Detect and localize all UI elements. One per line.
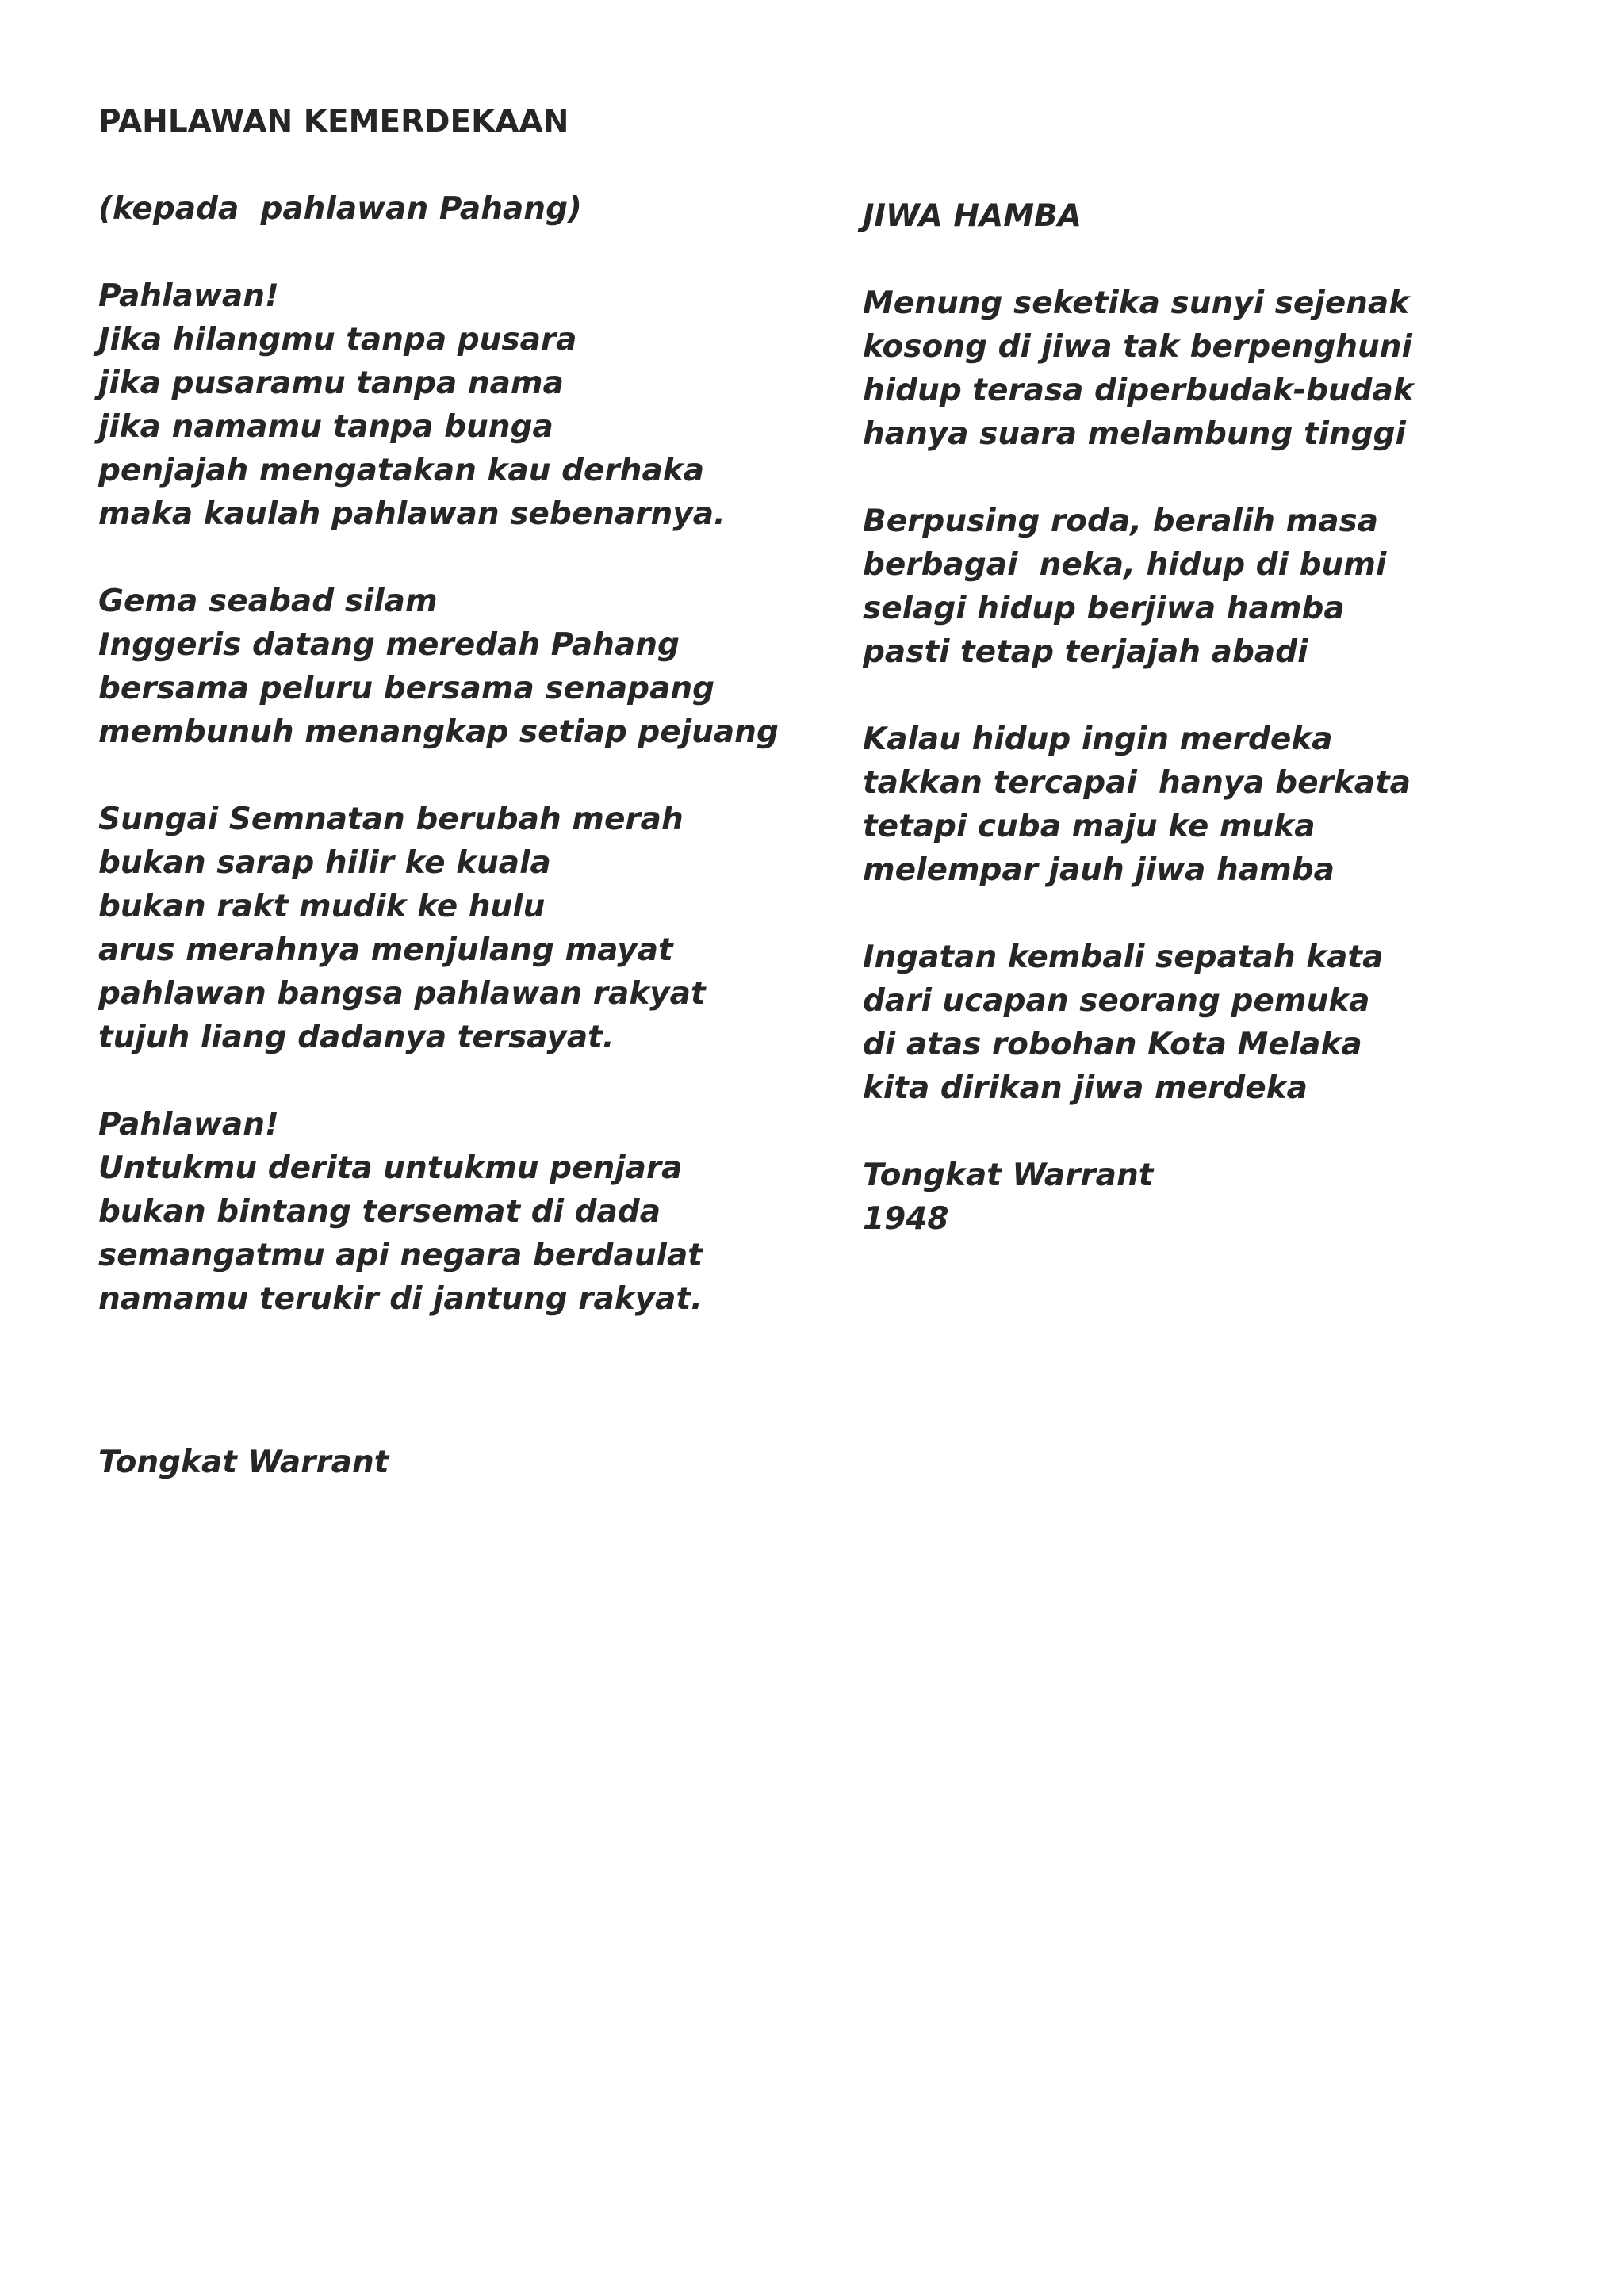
poem-line: bukan rakt mudik ke hulu (98, 889, 546, 924)
spacer (98, 144, 780, 187)
stanza-1 (98, 274, 780, 536)
poem-line: arus merahnya menjulang mayat (98, 932, 673, 968)
poem-line: pasti tetap terjajah abadi (863, 634, 1308, 670)
poem-line: hanya suara melambung tinggi (863, 416, 1406, 452)
poem-line: Pahlawan! (98, 278, 279, 314)
poem-line: pahlawan bangsa pahlawan rakyat (98, 976, 706, 1012)
spacer (863, 674, 1561, 718)
spacer (863, 1110, 1561, 1154)
poem-line: Gema seabad silam (98, 584, 438, 619)
poem-line: tetapi cuba maju ke muka (863, 809, 1316, 844)
poem-line: takkan tercapai hanya berkata (863, 765, 1411, 801)
spacer (98, 754, 780, 798)
stanza-3 (98, 798, 780, 1059)
poem-line: melempar jauh jiwa hamba (863, 852, 1335, 888)
poem-line: jika namamu tanpa bunga (98, 409, 553, 445)
poem-line: dari ucapan seorang pemuka (863, 983, 1370, 1019)
poem-year: 1948 (863, 1201, 949, 1237)
spacer (863, 892, 1561, 936)
spacer (98, 1059, 780, 1103)
poem-jiwa-hamba (863, 194, 1561, 1241)
poem-line: membunuh menangkap setiap pejuang (98, 714, 779, 750)
poem-line: kosong di jiwa tak berpenghuni (863, 329, 1412, 365)
stanza-4 (98, 1103, 780, 1321)
poem-line: Sungai Semnatan berubah merah (98, 802, 684, 837)
poem-line: kita dirikan jiwa merdeka (863, 1070, 1308, 1106)
poem-line: di atas robohan Kota Melaka (863, 1027, 1362, 1062)
spacer (98, 1364, 780, 1441)
spacer (863, 238, 1561, 281)
poem-line: bukan sarap hilir ke kuala (98, 845, 551, 881)
poem-line: bersama peluru bersama senapang (98, 671, 715, 706)
poem-line: Untukmu derita untukmu penjara (98, 1150, 683, 1186)
poem-line: berbagai neka, hidup di bumi (863, 547, 1387, 583)
poem-line: namamu terukir di jantung rakyat. (98, 1281, 703, 1317)
poem-line: Inggeris datang meredah Pahang (98, 627, 680, 663)
poem-line: penjajah mengatakan kau derhaka (98, 453, 705, 488)
stanza-2 (863, 499, 1561, 674)
poem-line: selagi hidup berjiwa hamba (863, 591, 1345, 626)
poem-line: Menung seketika sunyi sejenak (863, 285, 1410, 321)
poem-line: bukan bintang tersemat di dada (98, 1194, 661, 1230)
spacer (98, 231, 780, 274)
poem-dedication: (kepada pahlawan Pahang) (98, 191, 582, 227)
poem-line: tujuh liang dadanya tersayat. (98, 1020, 615, 1055)
poem-line: maka kaulah pahlawan sebenarnya. (98, 496, 726, 532)
poem-author: Tongkat Warrant (98, 1445, 389, 1480)
poem-line: Pahlawan! (98, 1107, 279, 1142)
spacer (98, 1321, 780, 1364)
stanza-4 (863, 936, 1561, 1110)
spacer (863, 456, 1561, 499)
poem-line: jika pusaramu tanpa nama (98, 365, 564, 401)
poem-line: Jika hilangmu tanpa pusara (98, 322, 577, 358)
poem-title: PAHLAWAN KEMERDEKAAN (98, 104, 569, 140)
poem-pahlawan-kemerdekaan (98, 100, 780, 1484)
spacer (98, 536, 780, 580)
poem-line: Kalau hidup ingin merdeka (863, 721, 1333, 757)
poem-line: Berpusing roda, beralih masa (863, 503, 1379, 539)
poem-line: semangatmu api negara berdaulat (98, 1238, 703, 1273)
poem-line: Ingatan kembali sepatah kata (863, 939, 1384, 975)
stanza-2 (98, 580, 780, 754)
poem-title: JIWA HAMBA (863, 198, 1082, 234)
stanza-3 (863, 718, 1561, 892)
poem-author: Tongkat Warrant (863, 1158, 1154, 1193)
poem-line: hidup terasa diperbudak-budak (863, 373, 1414, 408)
stanza-1 (863, 281, 1561, 456)
